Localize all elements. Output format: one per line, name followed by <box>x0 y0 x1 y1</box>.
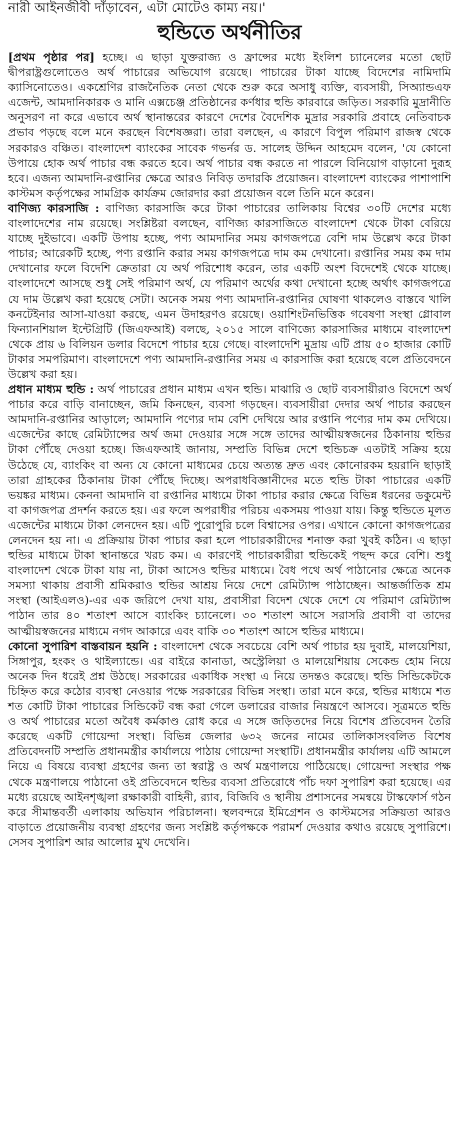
article-paragraph <box>8 382 451 639</box>
paragraph-text: হচ্ছে। এ ছাড়া যুক্তরাজ্য ও ফ্রান্সের মধ্যে ইংলিশ চ্যানেলের মতো ছোট দ্বীপরাষ্ট্রগুলোতেও অর্থ পাচারের অভিযোগ রয়েছে। পাচারের টাকা যাচ্ছে বিদেশের নামিদামি ক্যাসিনোতেও। একশ্রেণির রাজনৈতিক নেতা থেকে শুরু করে অসাধু ব্যক্তি, ব্যবসায়ী, সিঅ্যান্ডএফ এজেন্ট, আমদানিকারক ও মানি এক্সচেঞ্জ প্রতিষ্ঠানের কর্ণধার হুন্ডি কারবারে জড়িত। সরকারি মুদ্রানীতি অনুসরণ না করে এভাবে অর্থ স্থানান্তরের কারণে দেশের বৈদেশিক মুদ্রার সরকারি প্রবাহে নেতিবাচক প্রভাব পড়ছে বলে মনে করছেন বিশেষজ্ঞরা। তারা বলছেন, এ কারণে বিপুল পরিমাণ রাজস্ব থেকে সরকারও বঞ্চিত। বাংলাদেশ ব্যাংকের সাবেক গভর্নর ড. সালেহ উদ্দিন আহমেদ বলেন, 'যে কোনো উপায়ে হোক অর্থ পাচার বন্ধ করতে হবে। অর্থ পাচার বন্ধ করতে না পারলে বিনিয়োগ বাড়ানো দুরূহ হবে। এজন্য আমদানি-রপ্তানির ক্ষেত্রে আরও নিবিড় তদারকি প্রয়োজন। বাংলাদেশ ব্যাংকের পাশাপাশি কাস্টমস কর্তৃপক্ষের সামগ্রিক কার্যক্রম জোরদার করা প্রয়োজন বলে তিনি মনে করেন। <box>8 51 451 200</box>
paragraph-lead: প্রধান মাধ্যম হুন্ডি : <box>8 382 94 397</box>
previous-article-tail: নারী আইনজীবী দাঁড়াবেন, এটা মোটেও কাম্য নয়।' <box>8 1 266 16</box>
article-paragraph <box>8 201 451 382</box>
paragraph-text: অর্থ পাচারের প্রধান মাধ্যম এখন হুন্ডি। মাঝারি ও ছোট ব্যবসায়ীরাও বিদেশে অর্থ পাচার করে বাড়ি বানাচ্ছেন, জমি কিনছেন, ব্যবসা গড়ছেন। ব্যবসায়ীরা দেদার অর্থ পাচার করছেন আমদানি-রপ্তানির আড়ালে; আমদানি পণ্যের দাম বেশি দেখিয়ে আর রপ্তানি পণ্যের দাম কম দেখিয়ে। এজেন্টের কাছে রেমিট্যান্সের অর্থ জমা দেওয়ার সঙ্গে সঙ্গে তাদের আত্মীয়স্বজনের ঠিকানায় হুন্ডির টাকা পৌঁছে দেওয়া হচ্ছে। জিএফআই জানায়, সম্প্রতি বিভিন্ন দেশে হুন্ডিচক্র এতটাই সক্রিয় হয়ে উঠেছে যে, ব্যাংকিং বা অন্য যে কোনো মাধ্যমের চেয়ে অত্যন্ত দ্রুত এবং কোনোরকম হয়রানি ছাড়াই তারা গ্রাহকের ঠিকানায় টাকা পৌঁছে দিচ্ছে। অপরাধবিজ্ঞানীদের মতে হুন্ডি টাকা পাচারের একটি ভয়ঙ্কর মাধ্যম। কেননা আমদানি বা রপ্তানির মাধ্যমে টাকা পাচার করার ক্ষেত্রে বিভিন্ন ধরনের ডকুমেন্ট বা কাগজপত্র প্রদর্শন করতে হয়। এর ফলে অপরাধীর পরিচয় একসময় পাওয়া যায়। কিন্তু হুন্ডিতে মূলত এজেন্টের মাধ্যমে টাকা লেনদেন হয়। এটি পুরোপুরি চলে বিশ্বাসের ওপর। এখানে কোনো কাগজপত্রের লেনদেন হয় না। এ প্রক্রিয়ায় টাকা পাচার করা হলে পাচারকারীদের শনাক্ত করা খুবই কঠিন। এ ছাড়া হুন্ডির মাধ্যমে টাকা স্থানান্তরে খরচ কম। এ কারণেই পাচারকারীরা হুন্ডিকেই পছন্দ করে বেশি। শুধু বাংলাদেশ থেকে টাকা যায় না, টাকা আসেও হুন্ডির মাধ্যমে। বৈধ পথে অর্থ পাঠানোর ক্ষেত্রে অনেক সমস্যা থাকায় প্রবাসী শ্রমিকরাও হুন্ডির আশ্রয় নিয়ে দেশে রেমিট্যান্স পাঠাচ্ছেন। আন্তর্জাতিক শ্রম সংস্থা (আইএলও)-এর এক জরিপে দেখা যায়, প্রবাসীরা বিদেশ থেকে দেশে যে পরিমাণ রেমিট্যান্স পাঠান তার ৪০ শতাংশ আসে ব্যাংকিং চ্যানেলে। ৩০ শতাংশ আসে সরাসরি প্রবাসী বা তাদের আত্মীয়স্বজনের মাধ্যমে নগদ আকারে এবং বাকি ৩০ শতাংশ আসে হুন্ডির মাধ্যমে। <box>8 383 451 638</box>
paragraph-lead: কোনো সুপারিশ বাস্তবায়ন হয়নি : <box>8 638 158 653</box>
article-headline: হুন্ডিতে অর্থনীতির <box>157 20 302 44</box>
paragraph-text: বাংলাদেশ থেকে সবচেয়ে বেশি অর্থ পাচার হয় দুবাই, মালয়েশিয়া, সিঙ্গাপুর, হংকং ও থাইল্যান্ডে। এর বাইরে কানাডা, অস্ট্রেলিয়া ও মালয়েশিয়ায় সেকেন্ড হোম নিয়ে অনেক দিন ধরেই প্রশ্ন উঠছে। সরকারের একাধিক সংস্থা এ নিয়ে তদন্তও করেছে। হুন্ডি সিন্ডিকেটকে চিহ্নিত করে কঠোর ব্যবস্থা নেওয়ার পক্ষে সরকারের বিভিন্ন সংস্থা। তারা মনে করে, হুন্ডির মাধ্যমে শত শত কোটি টাকা পাচারের সিন্ডিকেট বন্ধ করা গেলে ডলারের বাজার নিয়ন্ত্রণে আসবে। সূত্রমতে হুন্ডি ও অর্থ পাচারের মতো অবৈধ কর্মকাণ্ড রোধ করে এ সঙ্গে জড়িতদের নিয়ে বিশেষ প্রতিবেদন তৈরি করেছে একটি গোয়েন্দা সংস্থা। বিভিন্ন জেলার ৬৩২ জনের নামের তালিকাসংবলিত বিশেষ প্রতিবেদনটি সম্প্রতি প্রধানমন্ত্রীর কার্যালয়ে পাঠায় গোয়েন্দা সংস্থাটি। প্রধানমন্ত্রীর কার্যালয় এটি আমলে নিয়ে এ বিষয়ে ব্যবস্থা গ্রহণের জন্য তা স্বরাষ্ট্র ও অর্থ মন্ত্রণালয়ে পাঠিয়েছে। গোয়েন্দা সংস্থার পক্ষ থেকে মন্ত্রণালয়ে পাঠানো ওই প্রতিবেদনে হুন্ডির ব্যবসা প্রতিরোধে পাঁচ দফা সুপারিশ করা হয়েছে। এর মধ্যে রয়েছে আইনশৃঙ্খলা রক্ষাকারী বাহিনী, র‌্যাব, বিজিবি ও স্থানীয় প্রশাসনের সমন্বয়ে টাস্কফোর্স গঠন করে সীমান্তবর্তী এলাকায় অভিযান পরিচালনা। স্থলবন্দরে ইমিগ্রেশন ও কাস্টমসের সক্রিয়তা আরও বাড়াতে প্রয়োজনীয় ব্যবস্থা গ্রহণের জন্য সংশ্লিষ্ট কর্তৃপক্ষকে পরামর্শ দেওয়ার কথাও রয়েছে সুপারিশে। সেসব সুপারিশ আর আলোর মুখ দেখেনি। <box>8 639 452 849</box>
article-paragraph <box>8 639 451 850</box>
paragraph-lead: বাণিজ্য কারসাজি : <box>8 200 100 215</box>
paragraph-lead: [প্রথম পৃষ্ঠার পর] <box>8 50 95 64</box>
paragraph-text: বাণিজ্য কারসাজি করে টাকা পাচারের তালিকায় বিশ্বের ৩০টি দেশের মধ্যে বাংলাদেশের নাম রয়েছে। সংশ্লিষ্টরা বলছেন, বাণিজ্য কারসাজিতে বাংলাদেশ থেকে টাকা বেরিয়ে যাচ্ছে দুইভাবে। একটি উপায় হচ্ছে, পণ্য আমদানির সময় কাগজপত্রে বেশি দাম উল্লেখ করে টাকা পাচার; আরেকটি হচ্ছে, পণ্য রপ্তানি করার সময় কাগজপত্রে দাম কম দেখানো। রপ্তানির সময় কম দাম দেখানোর ফলে বিদেশি ক্রেতারা যে অর্থ পরিশোধ করেন, তার একটি অংশ বিদেশেই থেকে যাচ্ছে। বাংলাদেশে আসছে শুধু সেই পরিমাণ অর্থ, যে পরিমাণ অর্থের কথা দেখানো হচ্ছে অর্থাৎ কাগজপত্রে যে দাম উল্লেখ করা হয়েছে সেটা। অনেক সময় পণ্য আমদানি-রপ্তানির ঘোষণা থাকলেও বাস্তবে খালি কনটেইনার আসা-যাওয়া করছে, এমন উদাহরণও রয়েছে। ওয়াশিংটনভিত্তিক গবেষণা সংস্থা গ্লোবাল ফিন্যানশিয়াল ইন্টেগ্রিটি (জিএফআই) বলছে, ২০১৫ সালে বাণিজ্যে কারসাজির মাধ্যমে বাংলাদেশ থেকে প্রায় ৬ বিলিয়ন ডলার বিদেশে পাচার হয়ে গেছে। বাংলাদেশি মুদ্রায় এটি প্রায় ৫০ হাজার কোটি টাকার সমপরিমাণ। বাংলাদেশে পণ্য আমদানি-রপ্তানির সময় এ কারসাজি করা হয়েছে বলে প্রতিবেদনে উল্লেখ করা হয়। <box>8 201 451 381</box>
article-body <box>8 50 451 850</box>
article-paragraph <box>8 50 451 201</box>
